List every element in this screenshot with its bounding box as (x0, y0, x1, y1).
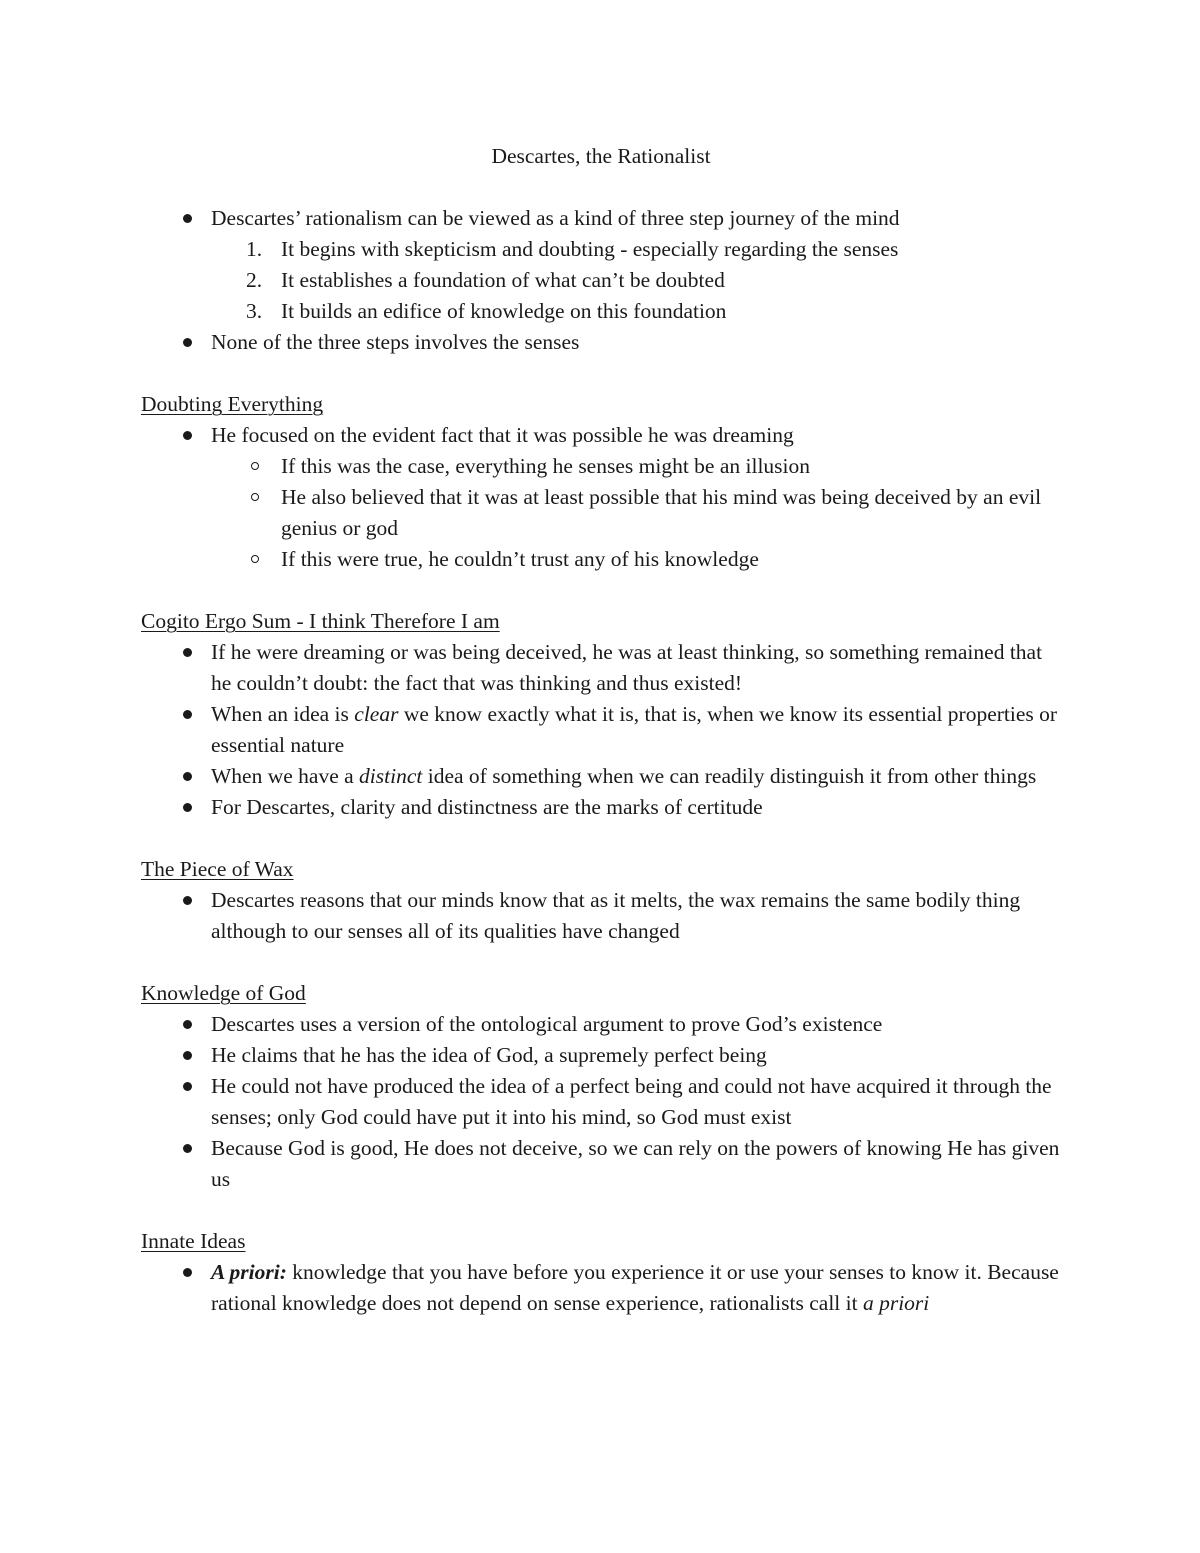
spacer (141, 172, 1061, 203)
numbered-item: 2. It establishes a foundation of what can’t be doubted (246, 268, 725, 292)
spacer (141, 575, 1061, 606)
intro-list (141, 203, 1061, 358)
sub-list-item: If this was the case, everything he senses might be an illusion (141, 451, 1061, 482)
section-heading-wax: The Piece of Wax (141, 857, 294, 881)
list-item: He focused on the evident fact that it was possible he was dreaming (141, 420, 1061, 451)
hollow-bullet-icon (251, 462, 259, 470)
bullet-icon (183, 1268, 192, 1277)
innate-list (141, 1257, 1061, 1319)
bullet-icon (183, 648, 192, 657)
spacer (141, 823, 1061, 854)
numbered-item: 3. It builds an edifice of knowledge on this foundation (246, 299, 727, 323)
sub-list-item: He also believed that it was at least possible that his mind was being deceived by an evil genius or god (141, 482, 1061, 544)
list-item: A priori: knowledge that you have before you experience it or use your senses to know it. Because rational knowledge does not depend on sense experience, rationalists call it a priori (141, 1257, 1061, 1319)
bullet-icon (183, 896, 192, 905)
list-item: For Descartes, clarity and distinctness are the marks of certitude (141, 792, 1061, 823)
god-list (141, 1009, 1061, 1195)
list-item: Because God is good, He does not deceive, so we can rely on the powers of knowing He has given us (141, 1133, 1061, 1195)
list-item: When we have a distinct idea of something when we can readily distinguish it from other things (141, 761, 1061, 792)
bullet-icon (183, 803, 192, 812)
bullet-icon (183, 1020, 192, 1029)
section-heading-god: Knowledge of God (141, 981, 306, 1005)
spacer (141, 358, 1061, 389)
spacer (141, 947, 1061, 978)
list-item: Descartes uses a version of the ontological argument to prove God’s existence (141, 1009, 1061, 1040)
list-item: When an idea is clear we know exactly what it is, that is, when we know its essential properties or essential nature (141, 699, 1061, 761)
sub-list-item: If this were true, he couldn’t trust any of his knowledge (141, 544, 1061, 575)
list-item: He could not have produced the idea of a perfect being and could not have acquired it through the senses; only God could have put it into his mind, so God must exist (141, 1071, 1061, 1133)
bullet-icon (183, 1051, 192, 1060)
list-item: None of the three steps involves the senses (141, 327, 1061, 358)
cogito-list (141, 637, 1061, 823)
bullet-icon (183, 214, 192, 223)
document-page (141, 141, 1061, 1319)
spacer (141, 1195, 1061, 1226)
bullet-icon (183, 772, 192, 781)
term: A priori: (211, 1260, 287, 1284)
numbered-item: 1. It begins with skepticism and doubting - especially regarding the senses (246, 237, 899, 261)
bullet-icon (183, 710, 192, 719)
document-title: Descartes, the Rationalist (491, 144, 711, 168)
bullet-icon (183, 1082, 192, 1091)
wax-list (141, 885, 1061, 947)
doubting-list (141, 420, 1061, 575)
section-heading-cogito: Cogito Ergo Sum - I think Therefore I am (141, 609, 500, 633)
list-item: If he were dreaming or was being deceived, he was at least thinking, so something remained that he couldn’t doubt: the fact that was thinking and thus existed! (141, 637, 1061, 699)
list-item: Descartes’ rationalism can be viewed as a kind of three step journey of the mind (141, 203, 1061, 234)
bullet-icon (183, 338, 192, 347)
bullet-icon (183, 1144, 192, 1153)
hollow-bullet-icon (251, 555, 259, 563)
list-item: He claims that he has the idea of God, a supremely perfect being (141, 1040, 1061, 1071)
bullet-icon (183, 431, 192, 440)
hollow-bullet-icon (251, 493, 259, 501)
section-heading-doubting: Doubting Everything (141, 392, 324, 416)
section-heading-innate: Innate Ideas (141, 1229, 246, 1253)
list-item: Descartes reasons that our minds know that as it melts, the wax remains the same bodily thing although to our senses all of its qualities have changed (141, 885, 1061, 947)
